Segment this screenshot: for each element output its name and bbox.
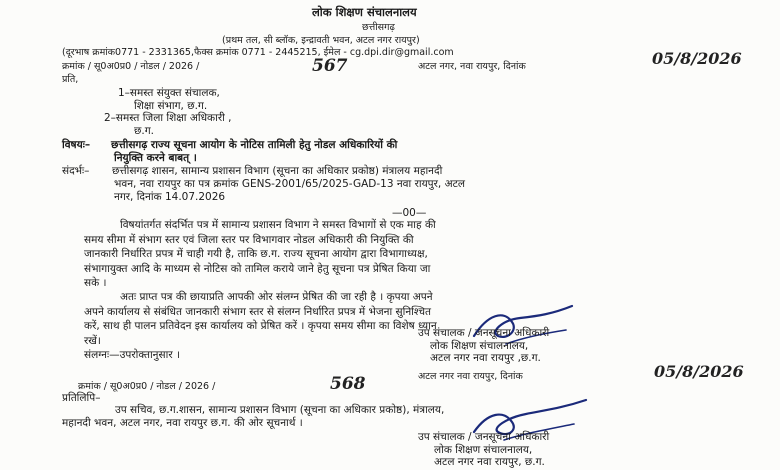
reference-line3: नगर, दिनांक 14.07.2026 — [114, 191, 226, 203]
copy-ref-prefix: क्रमांक / सू0अ0प्र0 / नोडल / 2026 / — [78, 381, 216, 392]
subject-line1: छत्तीसगढ़ राज्य सूचना आयोग के नोटिस तामिली हेतु नोडल अधिकारियों की — [111, 139, 398, 151]
to-label: प्रति, — [62, 74, 79, 85]
body-p1-line: सके । — [84, 277, 107, 290]
copy-to-label: प्रतिलिपि– — [62, 392, 101, 404]
body-paragraph-2 — [84, 290, 732, 348]
reference-label: संदर्भः– — [62, 165, 90, 177]
body-p2-line: अपने कार्यालय से संबंधित जानकारी संभाग स्तर से संलग्न निर्धारित प्रपत्र में भेजना सुनिश्चित — [84, 305, 431, 318]
reference-line2: भवन, नवा रायपुर का पत्र क्रमांक GENS-2001/65/2025-GAD-13 नवा रायपुर, अटल — [114, 178, 466, 190]
copy-to-line2: महानदी भवन, अटल नगर, नवा रायपुर छ.ग. की ओर सूचनार्थ । — [62, 417, 303, 429]
letter-ref-prefix: क्रमांक / सू0अ0प्र0 / नोडल / 2026 / — [62, 61, 200, 72]
signature-1-address: अटल नगर नवा रायपुर ,छ.ग. — [430, 352, 541, 364]
signature-2-title: उप संचालक / जनसूचना अधिकारी — [418, 431, 550, 443]
copy-to-line1: उप सचिव, छ.ग.शासन, सामान्य प्रशासन विभाग (सूचना का अधिकार प्रकोष्ठ), मंत्रालय, — [115, 404, 445, 416]
signature-2-address: अटल नगर नवा रायपुर, छ.ग. — [434, 456, 545, 468]
body-p1-line: समय सीमा में संभाग स्तर एवं जिला स्तर पर विभागवार नोडल अधिकारी की नियुक्ति की — [84, 233, 414, 246]
subject-label: विषयः– — [62, 139, 91, 151]
body-p2-line: अतः प्राप्त पत्र की छायाप्रति आपकी ओर संलग्न प्रेषित की जा रही है । कृपया अपने — [120, 291, 433, 303]
body-p2-line: करें, साथ ही पालन प्रतिवेदन इस कार्यालय को प्रेषित करें । कृपया समय सीमा का विशेष ध्यान — [84, 320, 437, 333]
contact-line: (दूरभाष क्रमांक0771 - 2331365,फैक्स क्रमांक 0771 - 2445215, ईमेल - cg.dpi.dir@gmail.com — [62, 47, 454, 58]
body-p1-line: विषयांतर्गत संदर्भित पत्र में सामान्य प्रशासन विभाग ने समस्त विभागों से एक माह की — [120, 219, 436, 231]
body-p2-line: रखें। — [84, 334, 101, 347]
signature-1-title: उप संचालक / जनसूचना अधिकारी — [418, 327, 550, 339]
copy-date: 05/8/2026 — [654, 362, 744, 381]
copy-place-date-label: अटल नगर नवा रायपुर, दिनांक — [418, 371, 523, 382]
body-paragraph-1 — [84, 218, 724, 291]
reference-line1: छत्तीसगढ़ शासन, सामान्य प्रशासन विभाग (सूचना का अधिकार प्रकोष्ठ) मंत्रालय महानदी — [112, 165, 443, 177]
enclosure-note: संलग्नः—उपरोक्तानुसार । — [84, 349, 180, 361]
state-name: छत्तीसगढ़ — [362, 22, 395, 33]
recipient-1-line2: शिक्षा संभाग, छ.ग. — [134, 100, 208, 112]
org-name: लोक शिक्षण संचालनालय — [312, 5, 417, 19]
office-address: (प्रथम तल, सी ब्लॉक, इन्द्रावती भवन, अटल नगर रायपुर) — [222, 35, 420, 46]
subject-line2: नियुक्ति करने बाबत् । — [114, 152, 197, 164]
recipient-2-line1: 2–समस्त जिला शिक्षा अधिकारी , — [104, 112, 232, 124]
signature-2-office: लोक शिक्षण संचालनालय, — [434, 444, 533, 456]
body-p1-line: संभागायुक्त आदि के माध्यम से नोटिस को तामिल कराये जाने हेतु सूचना पत्र प्रेषित किया जा — [84, 262, 431, 275]
copy-ref-number: 568 — [330, 374, 366, 394]
recipient-2-line2: छ.ग. — [134, 125, 154, 137]
recipient-1-line1: 1–समस्त संयुक्त संचालक, — [118, 87, 220, 99]
body-p1-line: जानकारी निर्धारित प्रपत्र में चाही गयी है, ताकि छ.ग. राज्य सूचना आयोग द्वारा विभागाध्यक्ष, — [84, 248, 428, 261]
letter-place-date-label: अटल नगर, नवा रायपुर, दिनांक — [418, 61, 526, 72]
signature-1-office: लोक शिक्षण संचालनालय, — [430, 340, 529, 352]
separator: —00— — [392, 207, 427, 219]
letter-ref-number: 567 — [312, 56, 348, 76]
letter-date: 05/8/2026 — [652, 49, 742, 68]
